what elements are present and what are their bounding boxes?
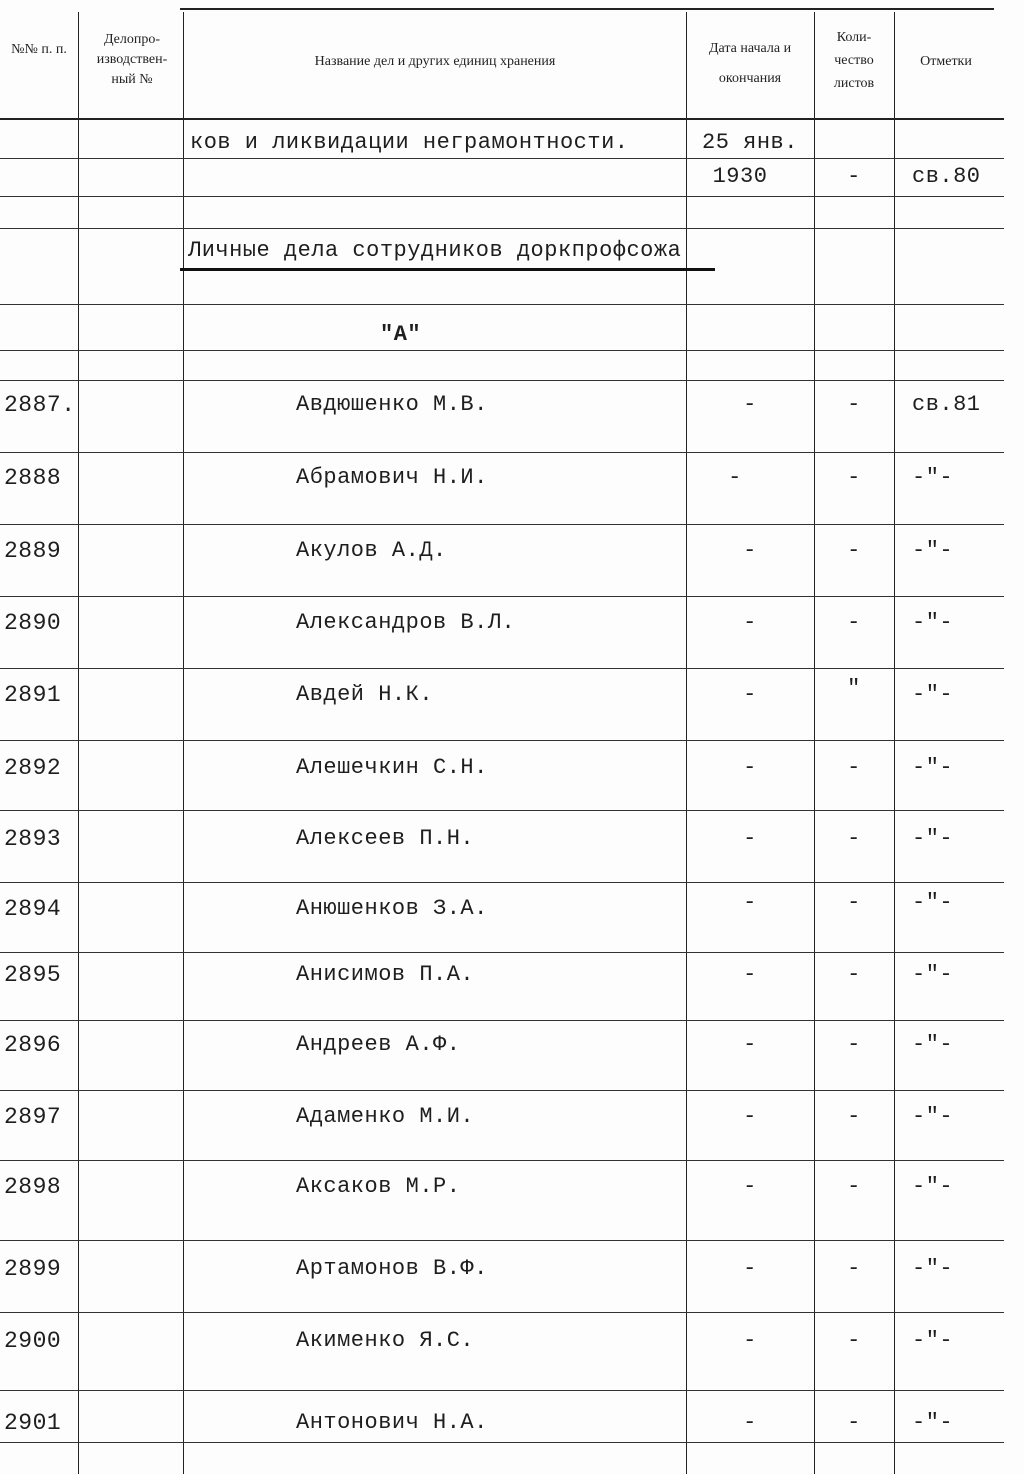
column-divider bbox=[686, 12, 687, 1474]
row-number: 2899 bbox=[4, 1256, 62, 1282]
row-notes: -"- bbox=[912, 1256, 954, 1281]
row-line bbox=[0, 668, 1004, 669]
continuation-notes: св.80 bbox=[912, 164, 981, 189]
row-name: Аксаков М.Р. bbox=[296, 1174, 461, 1199]
row-number: 2892 bbox=[4, 755, 62, 781]
row-sheets: - bbox=[847, 1174, 861, 1199]
row-sheets: - bbox=[847, 890, 861, 915]
row-number: 2896 bbox=[4, 1032, 62, 1058]
row-line bbox=[0, 304, 1004, 305]
row-sheets: - bbox=[847, 962, 861, 987]
row-line bbox=[0, 810, 1004, 811]
row-dates: - bbox=[743, 1032, 757, 1057]
row-line bbox=[0, 228, 1004, 229]
continuation-date-start: 25 янв. bbox=[702, 130, 798, 155]
row-notes: -"- bbox=[912, 1410, 954, 1435]
row-notes: -"- bbox=[912, 610, 954, 635]
row-number: 2897 bbox=[4, 1104, 62, 1130]
row-name: Авдей Н.К. bbox=[296, 682, 434, 707]
section-letter: "А" bbox=[380, 322, 422, 347]
row-line bbox=[0, 1160, 1004, 1161]
row-notes: -"- bbox=[912, 1328, 954, 1353]
row-line bbox=[0, 452, 1004, 453]
row-sheets: - bbox=[847, 1032, 861, 1057]
row-sheets: - bbox=[847, 1410, 861, 1435]
row-line bbox=[0, 196, 1004, 197]
row-name: Антонович Н.А. bbox=[296, 1410, 488, 1435]
column-divider bbox=[183, 12, 184, 1474]
row-number: 2889 bbox=[4, 538, 62, 564]
row-line bbox=[0, 1312, 1004, 1313]
row-name: Александров В.Л. bbox=[296, 610, 516, 635]
row-name: Адаменко М.И. bbox=[296, 1104, 475, 1129]
row-sheets: - bbox=[847, 826, 861, 851]
column-divider bbox=[814, 12, 815, 1474]
row-dates: - bbox=[743, 610, 757, 635]
top-border bbox=[180, 8, 994, 10]
row-dates: - bbox=[743, 826, 757, 851]
row-line bbox=[0, 596, 1004, 597]
row-sheets: - bbox=[847, 755, 861, 780]
row-notes: -"- bbox=[912, 1032, 954, 1057]
row-number: 2888 bbox=[4, 465, 62, 491]
row-notes: -"- bbox=[912, 755, 954, 780]
row-name: Алексеев П.Н. bbox=[296, 826, 475, 851]
row-line bbox=[0, 524, 1004, 525]
row-line bbox=[0, 350, 1004, 351]
continuation-text: ков и ликвидации неграмонтности. bbox=[190, 130, 629, 155]
row-notes: -"- bbox=[912, 1174, 954, 1199]
row-notes: -"- bbox=[912, 465, 954, 490]
row-sheets: - bbox=[847, 610, 861, 635]
header-col-dates: Дата начала и окончания bbox=[708, 41, 792, 86]
column-divider bbox=[78, 12, 79, 1474]
row-notes: -"- bbox=[912, 1104, 954, 1129]
row-number: 2891 bbox=[4, 682, 62, 708]
row-line bbox=[0, 740, 1004, 741]
row-line bbox=[0, 1442, 1004, 1443]
row-name: Анисимов П.А. bbox=[296, 962, 475, 987]
row-line bbox=[0, 380, 1004, 381]
header-col-sheets: Коли- чество листов bbox=[833, 30, 875, 91]
row-line bbox=[0, 1090, 1004, 1091]
row-dates: - bbox=[743, 682, 757, 707]
row-line bbox=[0, 1390, 1004, 1391]
row-dates: - bbox=[728, 465, 742, 490]
section-title-underline bbox=[180, 268, 715, 271]
row-sheets: - bbox=[847, 1328, 861, 1353]
row-notes: -"- bbox=[912, 826, 954, 851]
row-name: Алешечкин С.Н. bbox=[296, 755, 488, 780]
row-number: 2893 bbox=[4, 826, 62, 852]
row-number: 2890 bbox=[4, 610, 62, 636]
row-sheets: - bbox=[847, 1104, 861, 1129]
continuation-sheets: - bbox=[847, 164, 861, 189]
row-dates: - bbox=[743, 1256, 757, 1281]
header-col-num: №№ п. п. bbox=[11, 42, 67, 57]
row-name: Авдюшенко М.В. bbox=[296, 392, 488, 417]
row-dates: - bbox=[743, 1410, 757, 1435]
row-sheets: - bbox=[847, 392, 861, 417]
row-sheets: " bbox=[847, 676, 861, 701]
row-name: Андреев А.Ф. bbox=[296, 1032, 461, 1057]
row-notes: -"- bbox=[912, 890, 954, 915]
row-dates: - bbox=[743, 1174, 757, 1199]
header-col-title: Название дел и других единиц хранения bbox=[314, 54, 556, 69]
row-sheets: - bbox=[847, 465, 861, 490]
row-dates: - bbox=[743, 1104, 757, 1129]
header-col-office: Делопро- изводствен- ный № bbox=[96, 32, 168, 87]
row-line bbox=[0, 1020, 1004, 1021]
row-line bbox=[0, 882, 1004, 883]
column-divider bbox=[894, 12, 895, 1474]
row-dates: - bbox=[743, 962, 757, 987]
row-name: Акулов А.Д. bbox=[296, 538, 447, 563]
header-col-notes: Отметки bbox=[920, 54, 972, 69]
row-dates: - bbox=[743, 1328, 757, 1353]
row-name: Анюшенков З.А. bbox=[296, 896, 488, 921]
continuation-date-end: 1930 bbox=[712, 164, 768, 189]
row-line bbox=[0, 158, 1004, 159]
row-sheets: - bbox=[847, 1256, 861, 1281]
row-dates: - bbox=[743, 890, 757, 915]
row-line bbox=[0, 952, 1004, 953]
row-number: 2898 bbox=[4, 1174, 62, 1200]
row-number: 2895 bbox=[4, 962, 62, 988]
row-dates: - bbox=[743, 755, 757, 780]
row-dates: - bbox=[743, 538, 757, 563]
row-notes: св.81 bbox=[912, 392, 981, 417]
row-notes: -"- bbox=[912, 538, 954, 563]
row-sheets: - bbox=[847, 538, 861, 563]
row-notes: -"- bbox=[912, 962, 954, 987]
row-number: 2900 bbox=[4, 1328, 62, 1354]
row-dates: - bbox=[743, 392, 757, 417]
section-title: Личные дела сотрудников доркпрофсожа bbox=[188, 238, 682, 263]
row-line bbox=[0, 1240, 1004, 1241]
row-notes: -"- bbox=[912, 682, 954, 707]
row-name: Акименко Я.С. bbox=[296, 1328, 475, 1353]
row-name: Артамонов В.Ф. bbox=[296, 1256, 488, 1281]
row-name: Абрамович Н.И. bbox=[296, 465, 488, 490]
row-number: 2894 bbox=[4, 896, 62, 922]
row-number: 2901 bbox=[4, 1410, 62, 1436]
row-number: 2887. bbox=[4, 392, 76, 418]
header-bottom-border bbox=[0, 118, 1004, 120]
